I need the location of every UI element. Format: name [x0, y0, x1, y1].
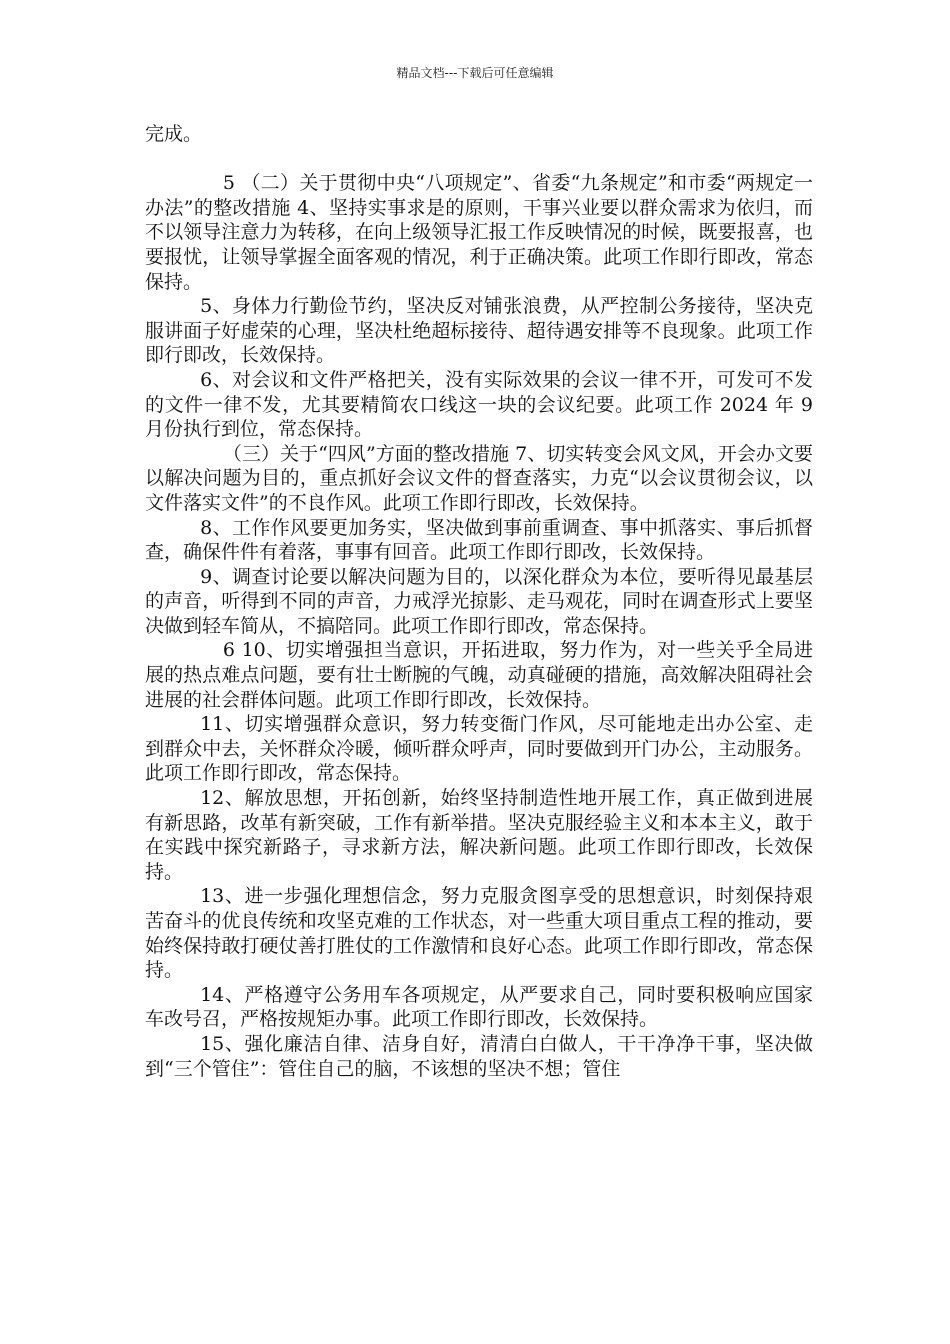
paragraph-item-11: 11、切实增强群众意识，努力转变衙门作风，尽可能地走出办公室、走到群众中去，关怀群众冷暖，倾听群众呼声，同时要做到开门办公，主动服务。此项工作即行即改，常态保持。: [145, 713, 813, 785]
paragraph-item-6: 6、对会议和文件严格把关，没有实际效果的会议一律不开，可发可不发的文件一律不发，尤其要精简农口线这一块的会议纪要。此项工作 2024 年 9 月份执行到位，常态保持。: [145, 368, 813, 441]
paragraph-item-5: 5、身体力行勤俭节约，坚决反对铺张浪费，从严控制公务接待，坚决克服讲面子好虚荣的心理，坚决杜绝超标接待、超待遇安排等不良现象。此项工作即行即改，长效保持。: [145, 295, 813, 367]
document-body: [145, 122, 813, 1081]
paragraph-item-9: 9、调查讨论要以解决问题为目的，以深化群众为本位，要听得见最基层的声音，听得到不同的声音，力戒浮光掠影、走马观花，同时在调查形式上要坚决做到轻车简从，不搞陪同。此项工作即行即改，常态保持。: [145, 565, 813, 637]
paragraph-item-12: 12、解放思想，开拓创新，始终坚持制造性地开展工作，真正做到进展有新思路，改革有新突破，工作有新举措。坚决克服经验主义和本本主义，敢于在实践中探究新路子，寻求新方法，解决新问题。此项工作即行即改，长效保持。: [145, 787, 813, 883]
paragraph-section-2: 5 （二）关于贯彻中央“八项规定”、省委“九条规定”和市委“两规定一办法”的整改措施 4、坚持实事求是的原则，干事兴业要以群众需求为依归，而不以领导注意力为转移，在向上级领导汇报工作反映情况的时候，既要报喜，也要报忧，让领导掌握全面客观的情况，利于正确决策。此项工作即行即改，常态保持。: [145, 172, 813, 293]
paragraph-item-10: 6 10、切实增强担当意识，开拓进取，努力作为，对一些关乎全局进展的热点难点问题，要有壮士断腕的气魄，动真碰硬的措施，高效解决阻碍社会进展的社会群体问题。此项工作即行即改，长效保持。: [145, 639, 813, 711]
paragraph-item-14: 14、严格遵守公务用车各项规定，从严要求自己，同时要积极响应国家车改号召，严格按规矩办事。此项工作即行即改，长效保持。: [145, 983, 813, 1031]
paragraph-continuation: 完成。: [145, 123, 203, 145]
page-header: 精品文档---下载后可任意编辑: [396, 66, 554, 80]
paragraph-section-3: （三）关于“四风”方面的整改措施 7、切实转变会风文风，开会办文要以解决问题为目的，重点抓好会议文件的督查落实，力克“以会议贯彻会议，以文件落实文件”的不良作风。此项工作即行即改，长效保持。: [145, 442, 813, 514]
paragraph-item-13: 13、进一步强化理想信念，努力克服贪图享受的思想意识，时刻保持艰苦奋斗的优良传统和攻坚克难的工作状态，对一些重大项目重点工程的推动，要始终保持敢打硬仗善打胜仗的工作激情和良好心态。此项工作即行即改，常态保持。: [145, 885, 813, 982]
paragraph-item-8: 8、工作作风要更加务实，坚决做到事前重调查、事中抓落实、事后抓督查，确保件件有着落，事事有回音。此项工作即行即改，长效保持。: [145, 516, 813, 564]
paragraph-item-15: 15、强化廉洁自律、洁身自好，清清白白做人，干干净净干事，坚决做到“三个管住”：管住自己的脑，不该想的坚决不想；管住: [145, 1032, 813, 1080]
